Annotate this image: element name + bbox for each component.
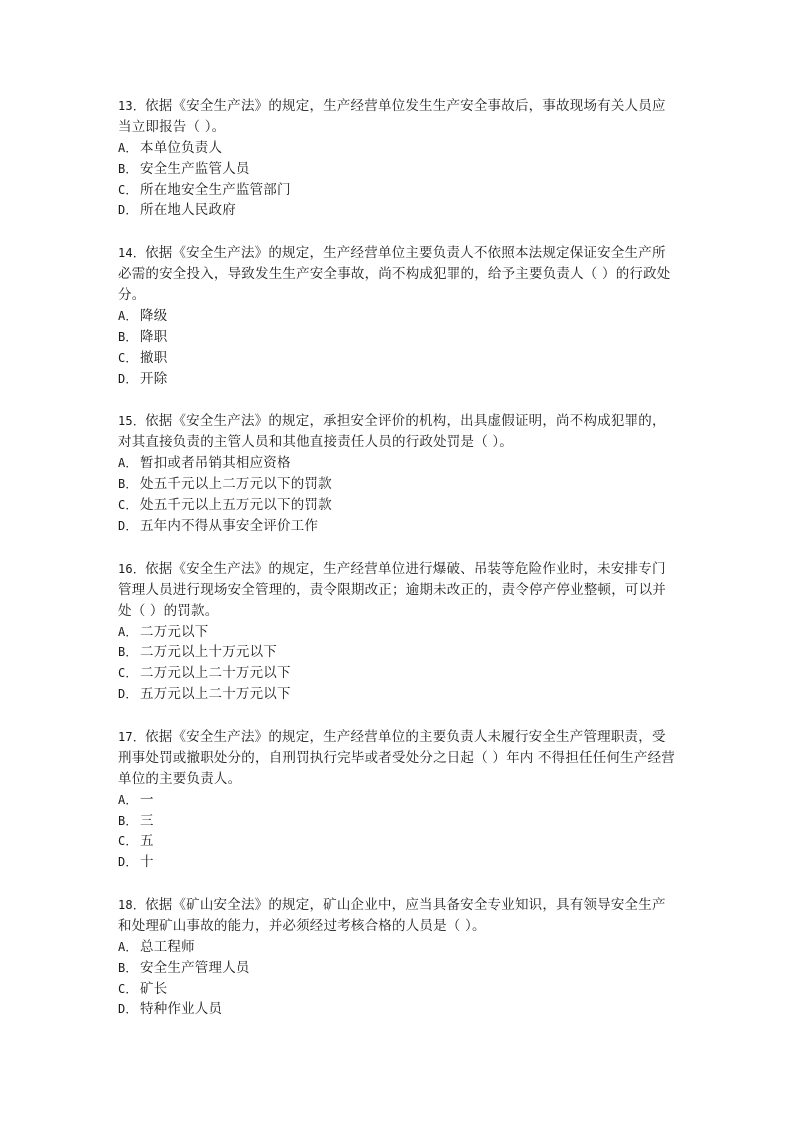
option-letter: B． — [118, 645, 138, 660]
option-d — [118, 200, 678, 221]
option-text: 本单位负责人 — [140, 140, 223, 156]
question-stem — [118, 411, 678, 453]
option-letter: A． — [118, 456, 138, 471]
option-letter: B． — [118, 477, 138, 492]
option-letter: A． — [118, 624, 138, 639]
option-text: 所在地安全生产监管部门 — [140, 181, 291, 198]
option-a — [118, 453, 678, 474]
question-stem — [118, 243, 678, 306]
option-letter: A． — [118, 309, 138, 324]
option-text: 二万元以上十万元以下 — [140, 644, 277, 661]
option-letter: D． — [118, 518, 138, 533]
question-number: 13． — [118, 99, 146, 113]
option-text: 安全生产监管人员 — [140, 160, 250, 177]
option-c — [118, 495, 678, 516]
option-b — [118, 159, 678, 180]
option-list — [118, 138, 678, 221]
option-text: 五年内不得从事安全评价工作 — [140, 517, 319, 534]
option-letter: D． — [118, 203, 138, 218]
option-d — [118, 852, 678, 873]
option-letter: C． — [118, 350, 138, 365]
question-14 — [118, 243, 678, 389]
option-letter: A． — [118, 792, 138, 807]
option-letter: B． — [118, 161, 138, 176]
question-number: 16． — [118, 561, 146, 576]
option-d — [118, 684, 678, 705]
question-stem — [118, 96, 678, 138]
option-a — [118, 790, 678, 811]
option-c — [118, 831, 678, 852]
option-c — [118, 663, 678, 684]
question-number: 17． — [118, 729, 146, 744]
option-letter: C． — [118, 497, 138, 512]
option-list — [118, 937, 678, 1020]
question-text: 依据《安全生产法》的规定，生产经营单位发生生产安全事故后，事故现场有关人员应当立即报告（ ）。 — [118, 98, 666, 135]
option-text: 十 — [140, 854, 154, 871]
question-list — [118, 96, 678, 1042]
option-text: 开除 — [140, 370, 168, 387]
option-letter: A． — [118, 141, 138, 155]
option-text: 一 — [140, 791, 154, 808]
question-number: 14． — [118, 246, 146, 261]
option-list — [118, 622, 678, 705]
option-c — [118, 979, 678, 1000]
question-15 — [118, 411, 678, 536]
question-text: 依据《安全生产法》的规定，承担安全评价的机构，出具虚假证明，尚不构成犯罪的，对其直接负责的主管人员和其他直接责任人员的行政处罚是（ ）。 — [118, 413, 666, 451]
option-text: 所在地人民政府 — [140, 202, 236, 219]
question-17 — [118, 727, 678, 873]
option-letter: C． — [118, 666, 138, 681]
option-text: 处五千元以上二万元以下的罚款 — [140, 476, 332, 493]
option-text: 撤职 — [140, 349, 168, 366]
option-text: 总工程师 — [140, 938, 195, 955]
option-text: 暂扣或者吊销其相应资格 — [140, 455, 291, 472]
question-stem — [118, 559, 678, 622]
question-number: 18． — [118, 897, 146, 912]
option-text: 矿长 — [140, 980, 168, 997]
option-letter: B． — [118, 329, 138, 344]
option-b — [118, 958, 678, 979]
option-list — [118, 453, 678, 536]
option-text: 降职 — [140, 328, 168, 345]
option-a — [118, 622, 678, 643]
option-b — [118, 327, 678, 348]
option-a — [118, 937, 678, 958]
option-d — [118, 516, 678, 537]
option-letter: D． — [118, 686, 138, 701]
option-b — [118, 811, 678, 832]
option-list — [118, 306, 678, 389]
question-stem — [118, 895, 678, 937]
option-text: 二万元以下 — [140, 623, 209, 640]
question-16 — [118, 559, 678, 705]
option-c — [118, 180, 678, 201]
option-letter: B． — [118, 960, 138, 975]
option-b — [118, 474, 678, 495]
question-number: 15． — [118, 414, 146, 429]
option-text: 二万元以上二十万元以下 — [140, 665, 291, 682]
option-list — [118, 790, 678, 873]
option-letter: C． — [118, 981, 138, 996]
option-text: 处五千元以上五万元以下的罚款 — [140, 496, 332, 513]
option-text: 降级 — [140, 308, 168, 325]
option-text: 五 — [140, 833, 154, 850]
option-letter: D． — [118, 855, 138, 870]
question-text: 依据《安全生产法》的规定，生产经营单位进行爆破、吊装等危险作业时，未安排专门管理人员进行现场安全管理的，责令限期改正；逾期未改正的，责令停产停业整顿，可以并处（ ）的罚款。 — [118, 560, 666, 619]
question-text: 依据《安全生产法》的规定，生产经营单位的主要负责人未履行安全生产管理职责，受刑事处罚或撤职处分的，自刑罚执行完毕或者受处分之日起（ ）年内 不得担任任何生产经营单位的主要负责人。 — [118, 728, 675, 787]
question-13 — [118, 96, 678, 221]
option-text: 三 — [140, 812, 154, 829]
question-text: 依据《矿山安全法》的规定，矿山企业中，应当具备安全专业知识，具有领导安全生产和处理矿山事故的能力，并必须经过考核合格的人员是（ ）。 — [118, 896, 666, 934]
question-text: 依据《安全生产法》的规定，生产经营单位主要负责人不依照本法规定保证安全生产所必需的安全投入，导致发生生产安全事故，尚不构成犯罪的，给予主要负责人（ ）的行政处分。 — [118, 245, 671, 304]
option-b — [118, 642, 678, 663]
option-letter: A． — [118, 939, 138, 954]
option-d — [118, 369, 678, 390]
option-letter: C． — [118, 834, 138, 849]
question-stem — [118, 727, 678, 790]
option-a — [118, 306, 678, 327]
option-letter: B． — [118, 813, 138, 828]
option-letter: D． — [118, 371, 138, 386]
option-a — [118, 138, 678, 159]
option-c — [118, 348, 678, 369]
option-d — [118, 999, 678, 1020]
option-letter: D． — [118, 1002, 138, 1017]
option-text: 特种作业人员 — [140, 1001, 223, 1018]
option-letter: C． — [118, 182, 138, 197]
question-18 — [118, 895, 678, 1020]
option-text: 五万元以上二十万元以下 — [140, 685, 291, 702]
option-text: 安全生产管理人员 — [140, 959, 250, 976]
